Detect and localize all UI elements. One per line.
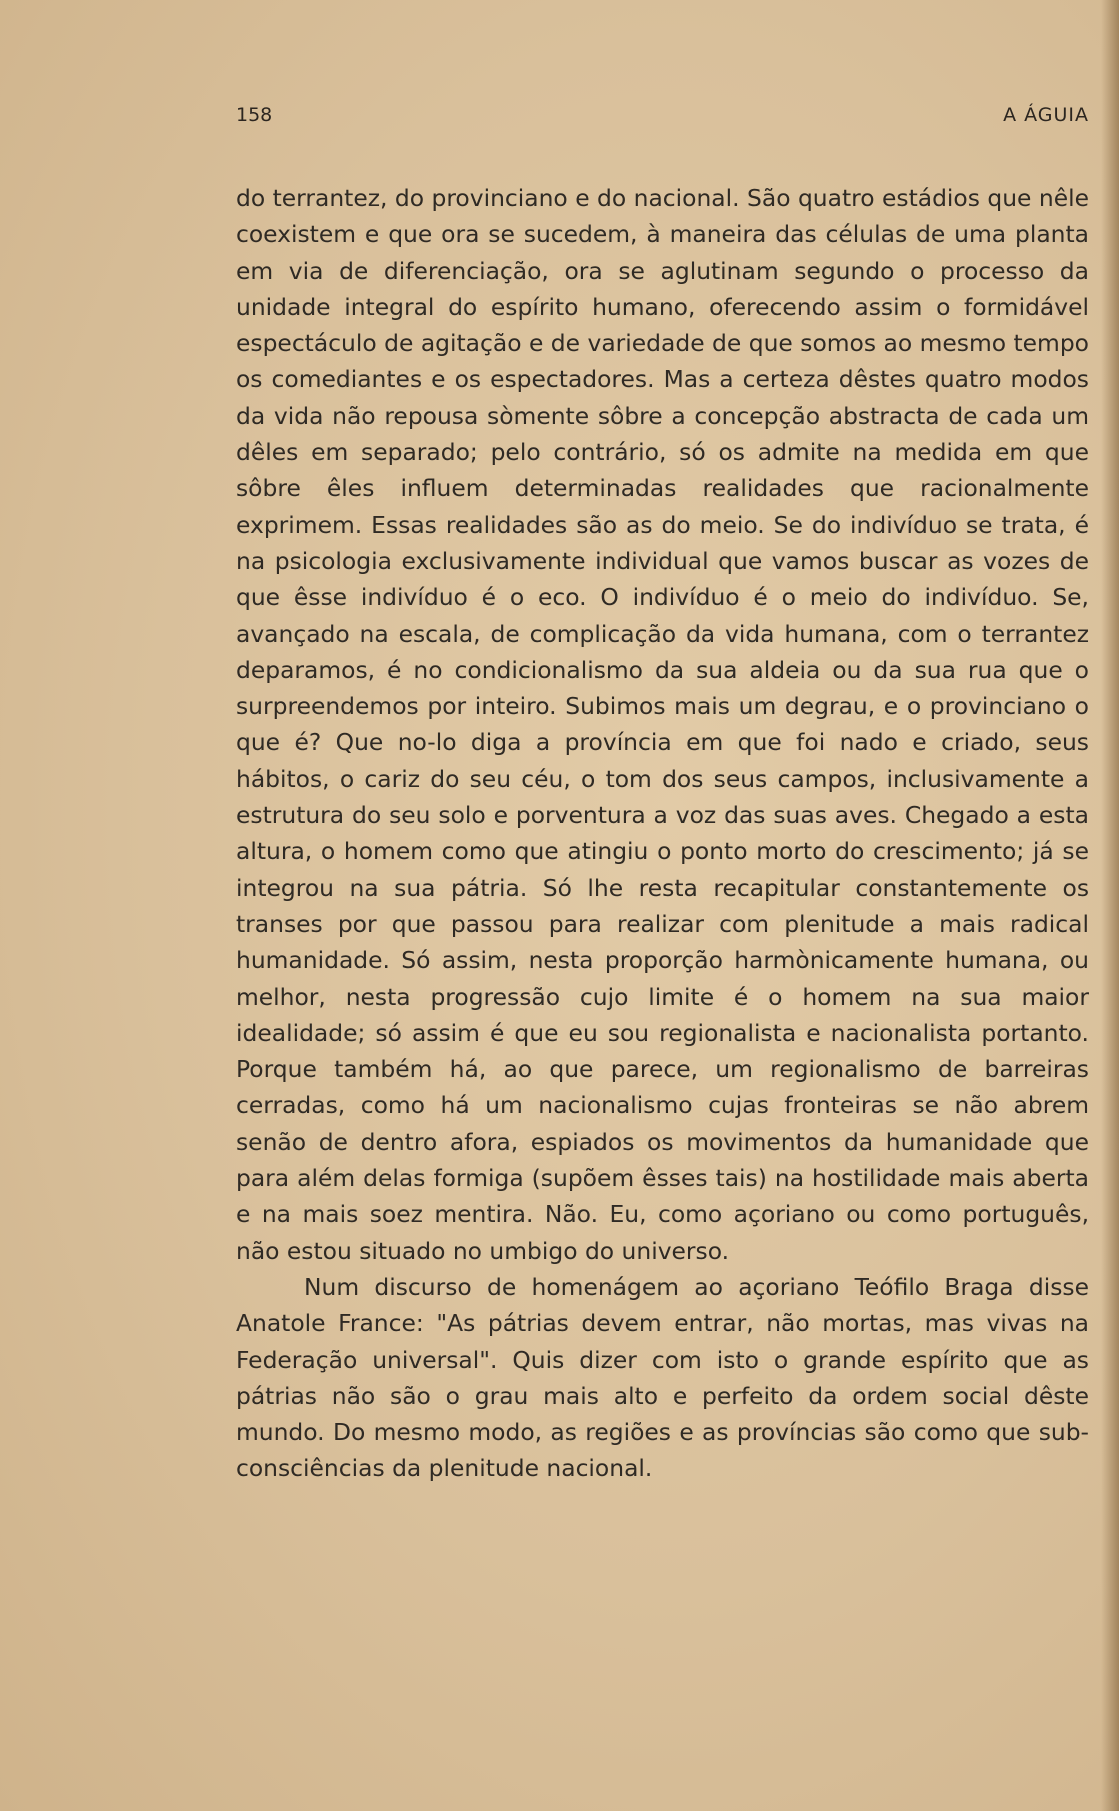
page-header (236, 104, 1089, 136)
running-title: A ÁGUIA (1003, 104, 1089, 126)
page-edge-shadow (1101, 0, 1119, 1811)
paragraph-1: do terrantez, do provinciano e do nacional. São quatro estádios que nêle coexistem e que ora se sucedem, à maneira das células de uma planta em via de diferenciação, ora se aglutinam segundo o processo da unidade integral do espírito humano, oferecendo assim o formidável espectáculo de agitação e de variedade de que somos ao mesmo tempo os comediantes e os espectadores. Mas a certeza dêstes quatro modos da vida não repousa sòmente sôbre a concepção abstracta de cada um dêles em separado; pelo contrário, só os admite na medida em que sôbre êles influem determinadas realidades que racionalmente exprimem. Essas realidades são as do meio. Se do indivíduo se trata, é na psicologia exclusivamente individual que vamos buscar as vozes de que êsse indivíduo é o eco. O indivíduo é o meio do indivíduo. Se, avançado na escala, de complicação da vida humana, com o terrantez deparamos, é no condicionalismo da sua aldeia ou da sua rua que o surpreendemos por inteiro. Subimos mais um degrau, e o provinciano o que é? Que no-lo diga a província em que foi nado e criado, seus hábitos, o cariz do seu céu, o tom dos seus campos, inclusivamente a estrutura do seu solo e porventura a voz das suas aves. Chegado a esta altura, o homem como que atingiu o ponto morto do crescimento; já se integrou na sua pátria. Só lhe resta recapitular constantemente os transes por que passou para realizar com plenitude a mais radical humanidade. Só assim, nesta proporção harmònicamente humana, ou melhor, nesta progressão cujo limite é o homem na sua maior idealidade; só assim é que eu sou regionalista e nacionalista portanto. Porque também há, ao que parece, um regionalismo de barreiras cerradas, como há um nacionalismo cujas fronteiras se não abrem senão de dentro afora, espiados os movimentos da humanidade que para além delas formiga (supõem êsses tais) na hostilidade mais aberta e na mais soez mentira. Não. Eu, como açoriano ou como português, não estou situado no umbigo do universo. (236, 184, 1089, 1265)
page-number: 158 (236, 104, 273, 126)
body-text (236, 180, 1089, 1487)
paragraph-2: Num discurso de homenágem ao açoriano Teófilo Braga disse Anatole France: "As pátrias devem entrar, não mortas, mas vivas na Federação universal". Quis dizer com isto o grande espírito que as pátrias não são o grau mais alto e perfeito da ordem social dêste mundo. Do mesmo modo, as regiões e as províncias são como que sub-consciências da plenitude nacional. (236, 1272, 1089, 1483)
